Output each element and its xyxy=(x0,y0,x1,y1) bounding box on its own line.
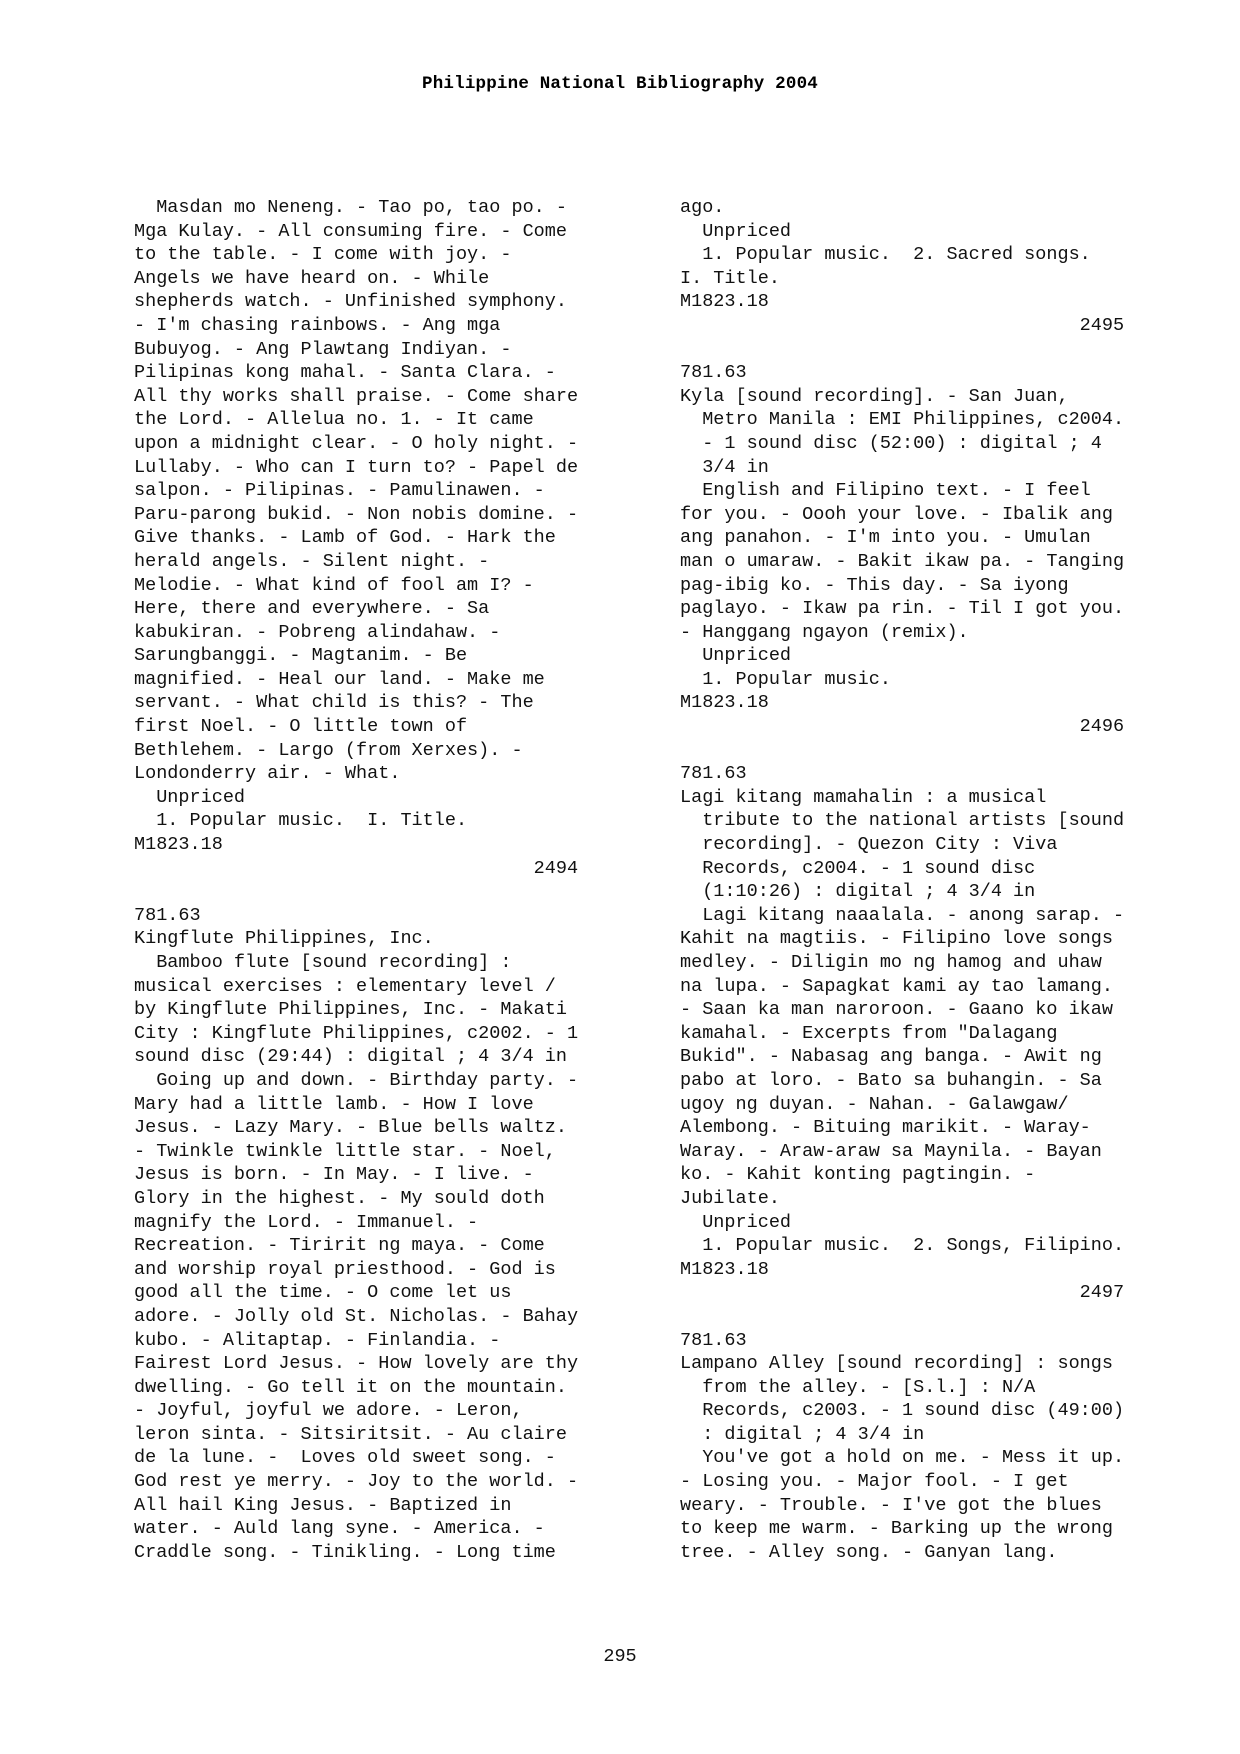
text-line: Fairest Lord Jesus. - How lovely are thy xyxy=(134,1353,579,1375)
text-line: Unpriced xyxy=(680,220,792,242)
text-line: sound disc (29:44) : digital ; 4 3/4 in xyxy=(134,1046,567,1068)
page-number: 295 xyxy=(603,1646,637,1667)
text-line: salpon. - Pilipinas. - Pamulinawen. - xyxy=(134,480,545,502)
text-line: kubo. - Alitaptap. - Finlandia. - xyxy=(134,1329,501,1351)
text-line: 3/4 in xyxy=(680,456,769,478)
left-column xyxy=(134,196,634,1564)
text-line: de la lune. - Loves old sweet song. - xyxy=(134,1447,556,1469)
text-line: Lagi kitang naaalala. - anong sarap. - xyxy=(680,904,1125,926)
text-line: Kahit na magtiis. - Filipino love songs xyxy=(680,928,1113,950)
text-line: Glory in the highest. - My sould doth xyxy=(134,1187,545,1209)
text-line: - I'm chasing rainbows. - Ang mga xyxy=(134,314,501,336)
text-line: Masdan mo Neneng. - Tao po, tao po. - xyxy=(134,197,567,218)
text-line: - Saan ka man naroroon. - Gaano ko ikaw xyxy=(680,999,1113,1021)
text-line: dwelling. - Go tell it on the mountain. xyxy=(134,1376,567,1398)
text-line: Londonderry air. - What. xyxy=(134,763,401,785)
text-line: Alembong. - Bituing marikit. - Waray- xyxy=(680,1117,1091,1139)
text-line: magnified. - Heal our land. - Make me xyxy=(134,668,545,690)
text-line: 781.63 xyxy=(680,763,747,785)
text-line: leron sinta. - Sitsiritsit. - Au claire xyxy=(134,1423,567,1445)
text-line: ko. - Kahit konting pagtingin. - xyxy=(680,1164,1036,1186)
text-line: English and Filipino text. - I feel xyxy=(680,480,1091,502)
text-line: to the table. - I come with joy. - xyxy=(134,244,512,266)
text-line: kabukiran. - Pobreng alindahaw. - xyxy=(134,621,501,643)
text-line: I. Title. xyxy=(680,267,780,289)
text-line: Here, there and everywhere. - Sa xyxy=(134,598,490,620)
text-line: upon a midnight clear. - O holy night. - xyxy=(134,432,579,454)
text-line: 781.63 xyxy=(134,904,201,926)
text-line: ugoy ng duyan. - Nahan. - Galawgaw/ xyxy=(680,1093,1069,1115)
text-line: Bukid". - Nabasag ang banga. - Awit ng xyxy=(680,1046,1102,1068)
text-line: M1823.18 xyxy=(680,1258,769,1280)
text-line xyxy=(134,880,634,904)
text-line: 1. Popular music. 2. Songs, Filipino. xyxy=(680,1235,1125,1257)
text-line: 2496 xyxy=(680,716,1125,738)
text-line: Bethlehem. - Largo (from Xerxes). - xyxy=(134,739,523,761)
text-line: Bubuyog. - Ang Plawtang Indiyan. - xyxy=(134,338,512,360)
text-line: M1823.18 xyxy=(680,692,769,714)
text-line: kamahal. - Excerpts from "Dalagang xyxy=(680,1022,1058,1044)
text-line: by Kingflute Philippines, Inc. - Makati xyxy=(134,999,567,1021)
text-line: and worship royal priesthood. - God is xyxy=(134,1258,556,1280)
text-line: M1823.18 xyxy=(134,834,223,856)
text-line: adore. - Jolly old St. Nicholas. - Bahay xyxy=(134,1305,579,1327)
text-line: Bamboo flute [sound recording] : xyxy=(134,952,512,973)
text-line: 781.63 xyxy=(680,362,747,384)
text-line: servant. - What child is this? - The xyxy=(134,692,534,714)
text-line: Give thanks. - Lamb of God. - Hark the xyxy=(134,527,556,549)
text-line: Jesus. - Lazy Mary. - Blue bells waltz. xyxy=(134,1117,567,1139)
text-line: recording]. - Quezon City : Viva xyxy=(680,834,1058,856)
text-line: man o umaraw. - Bakit ikaw pa. - Tanging xyxy=(680,550,1125,572)
text-line: Sarungbanggi. - Magtanim. - Be xyxy=(134,645,468,667)
text-line: Unpriced xyxy=(680,1211,792,1233)
text-line: Pilipinas kong mahal. - Santa Clara. - xyxy=(134,362,556,384)
text-line: tribute to the national artists [sound xyxy=(680,810,1125,832)
text-line: paglayo. - Ikaw pa rin. - Til I got you. xyxy=(680,598,1125,620)
text-line: Mga Kulay. - All consuming fire. - Come xyxy=(134,220,567,242)
text-line: to keep me warm. - Barking up the wrong xyxy=(680,1518,1113,1540)
page-header-title: Philippine National Bibliography 2004 xyxy=(422,74,818,94)
text-line: 2495 xyxy=(680,314,1125,336)
text-line: - Twinkle twinkle little star. - Noel, xyxy=(134,1140,556,1162)
text-line: Lullaby. - Who can I turn to? - Papel de xyxy=(134,456,579,478)
text-line: herald angels. - Silent night. - xyxy=(134,550,490,572)
text-line: water. - Auld lang syne. - America. - xyxy=(134,1518,545,1540)
text-line: musical exercises : elementary level / xyxy=(134,975,556,997)
text-line: 2497 xyxy=(680,1282,1125,1304)
text-line: Metro Manila : EMI Philippines, c2004. xyxy=(680,409,1125,431)
text-line: Jesus is born. - In May. - I live. - xyxy=(134,1164,534,1186)
text-line xyxy=(680,1305,1180,1329)
text-line: - Hanggang ngayon (remix). xyxy=(680,621,969,643)
text-line: magnify the Lord. - Immanuel. - xyxy=(134,1211,479,1233)
text-line: - 1 sound disc (52:00) : digital ; 4 xyxy=(680,432,1102,454)
text-line: Jubilate. xyxy=(680,1187,780,1209)
text-line: All hail King Jesus. - Baptized in xyxy=(134,1494,512,1516)
text-line: City : Kingflute Philippines, c2002. - 1 xyxy=(134,1022,579,1044)
text-line: the Lord. - Allelua no. 1. - It came xyxy=(134,409,534,431)
text-line: Mary had a little lamb. - How I love xyxy=(134,1093,534,1115)
text-line: shepherds watch. - Unfinished symphony. xyxy=(134,291,567,313)
text-line: You've got a hold on me. - Mess it up. xyxy=(680,1447,1125,1469)
text-line: All thy works shall praise. - Come share xyxy=(134,385,579,407)
text-line: from the alley. - [S.l.] : N/A xyxy=(680,1376,1036,1398)
text-line: Kyla [sound recording]. - San Juan, xyxy=(680,385,1069,407)
text-line: pag-ibig ko. - This day. - Sa iyong xyxy=(680,574,1069,596)
text-line xyxy=(680,739,1180,763)
text-line: Angels we have heard on. - While xyxy=(134,267,490,289)
text-line: Records, c2004. - 1 sound disc xyxy=(680,857,1036,879)
text-line: 1. Popular music. I. Title. xyxy=(134,810,468,832)
text-line: pabo at loro. - Bato sa buhangin. - Sa xyxy=(680,1069,1102,1091)
text-line: Records, c2003. - 1 sound disc (49:00) xyxy=(680,1400,1125,1422)
text-line: tree. - Alley song. - Ganyan lang. xyxy=(680,1541,1058,1563)
text-line: first Noel. - O little town of xyxy=(134,716,468,738)
text-line: Lampano Alley [sound recording] : songs xyxy=(680,1353,1113,1375)
text-line: - Losing you. - Major fool. - I get xyxy=(680,1471,1069,1493)
text-line: for you. - Oooh your love. - Ibalik ang xyxy=(680,503,1113,525)
text-line: (1:10:26) : digital ; 4 3/4 in xyxy=(680,881,1036,903)
text-line: God rest ye merry. - Joy to the world. - xyxy=(134,1471,579,1493)
right-column xyxy=(680,196,1180,1564)
text-line: 781.63 xyxy=(680,1329,747,1351)
text-line: Recreation. - Tiririt ng maya. - Come xyxy=(134,1235,545,1257)
text-line: ang panahon. - I'm into you. - Umulan xyxy=(680,527,1091,549)
text-line: : digital ; 4 3/4 in xyxy=(680,1423,925,1445)
text-line: Lagi kitang mamahalin : a musical xyxy=(680,786,1047,808)
text-line: - Joyful, joyful we adore. - Leron, xyxy=(134,1400,523,1422)
text-line: 2494 xyxy=(134,857,579,879)
text-line: Going up and down. - Birthday party. - xyxy=(134,1069,579,1091)
text-line: Melodie. - What kind of fool am I? - xyxy=(134,574,534,596)
text-line: Craddle song. - Tinikling. - Long time xyxy=(134,1541,556,1563)
text-line: medley. - Diligin mo ng hamog and uhaw xyxy=(680,952,1102,973)
text-line: 1. Popular music. xyxy=(680,668,891,690)
text-line: 1. Popular music. 2. Sacred songs. xyxy=(680,244,1091,266)
text-line: M1823.18 xyxy=(680,291,769,313)
text-line: Kingflute Philippines, Inc. xyxy=(134,928,434,950)
text-line xyxy=(680,338,1180,362)
text-line: na lupa. - Sapagkat kami ay tao lamang. xyxy=(680,975,1113,997)
text-line: ago. xyxy=(680,197,725,218)
text-line: Waray. - Araw-araw sa Maynila. - Bayan xyxy=(680,1140,1102,1162)
text-line: Unpriced xyxy=(680,645,792,667)
text-line: Paru-parong bukid. - Non nobis domine. - xyxy=(134,503,579,525)
text-line: weary. - Trouble. - I've got the blues xyxy=(680,1494,1102,1516)
text-line: good all the time. - O come let us xyxy=(134,1282,512,1304)
text-line: Unpriced xyxy=(134,786,246,808)
